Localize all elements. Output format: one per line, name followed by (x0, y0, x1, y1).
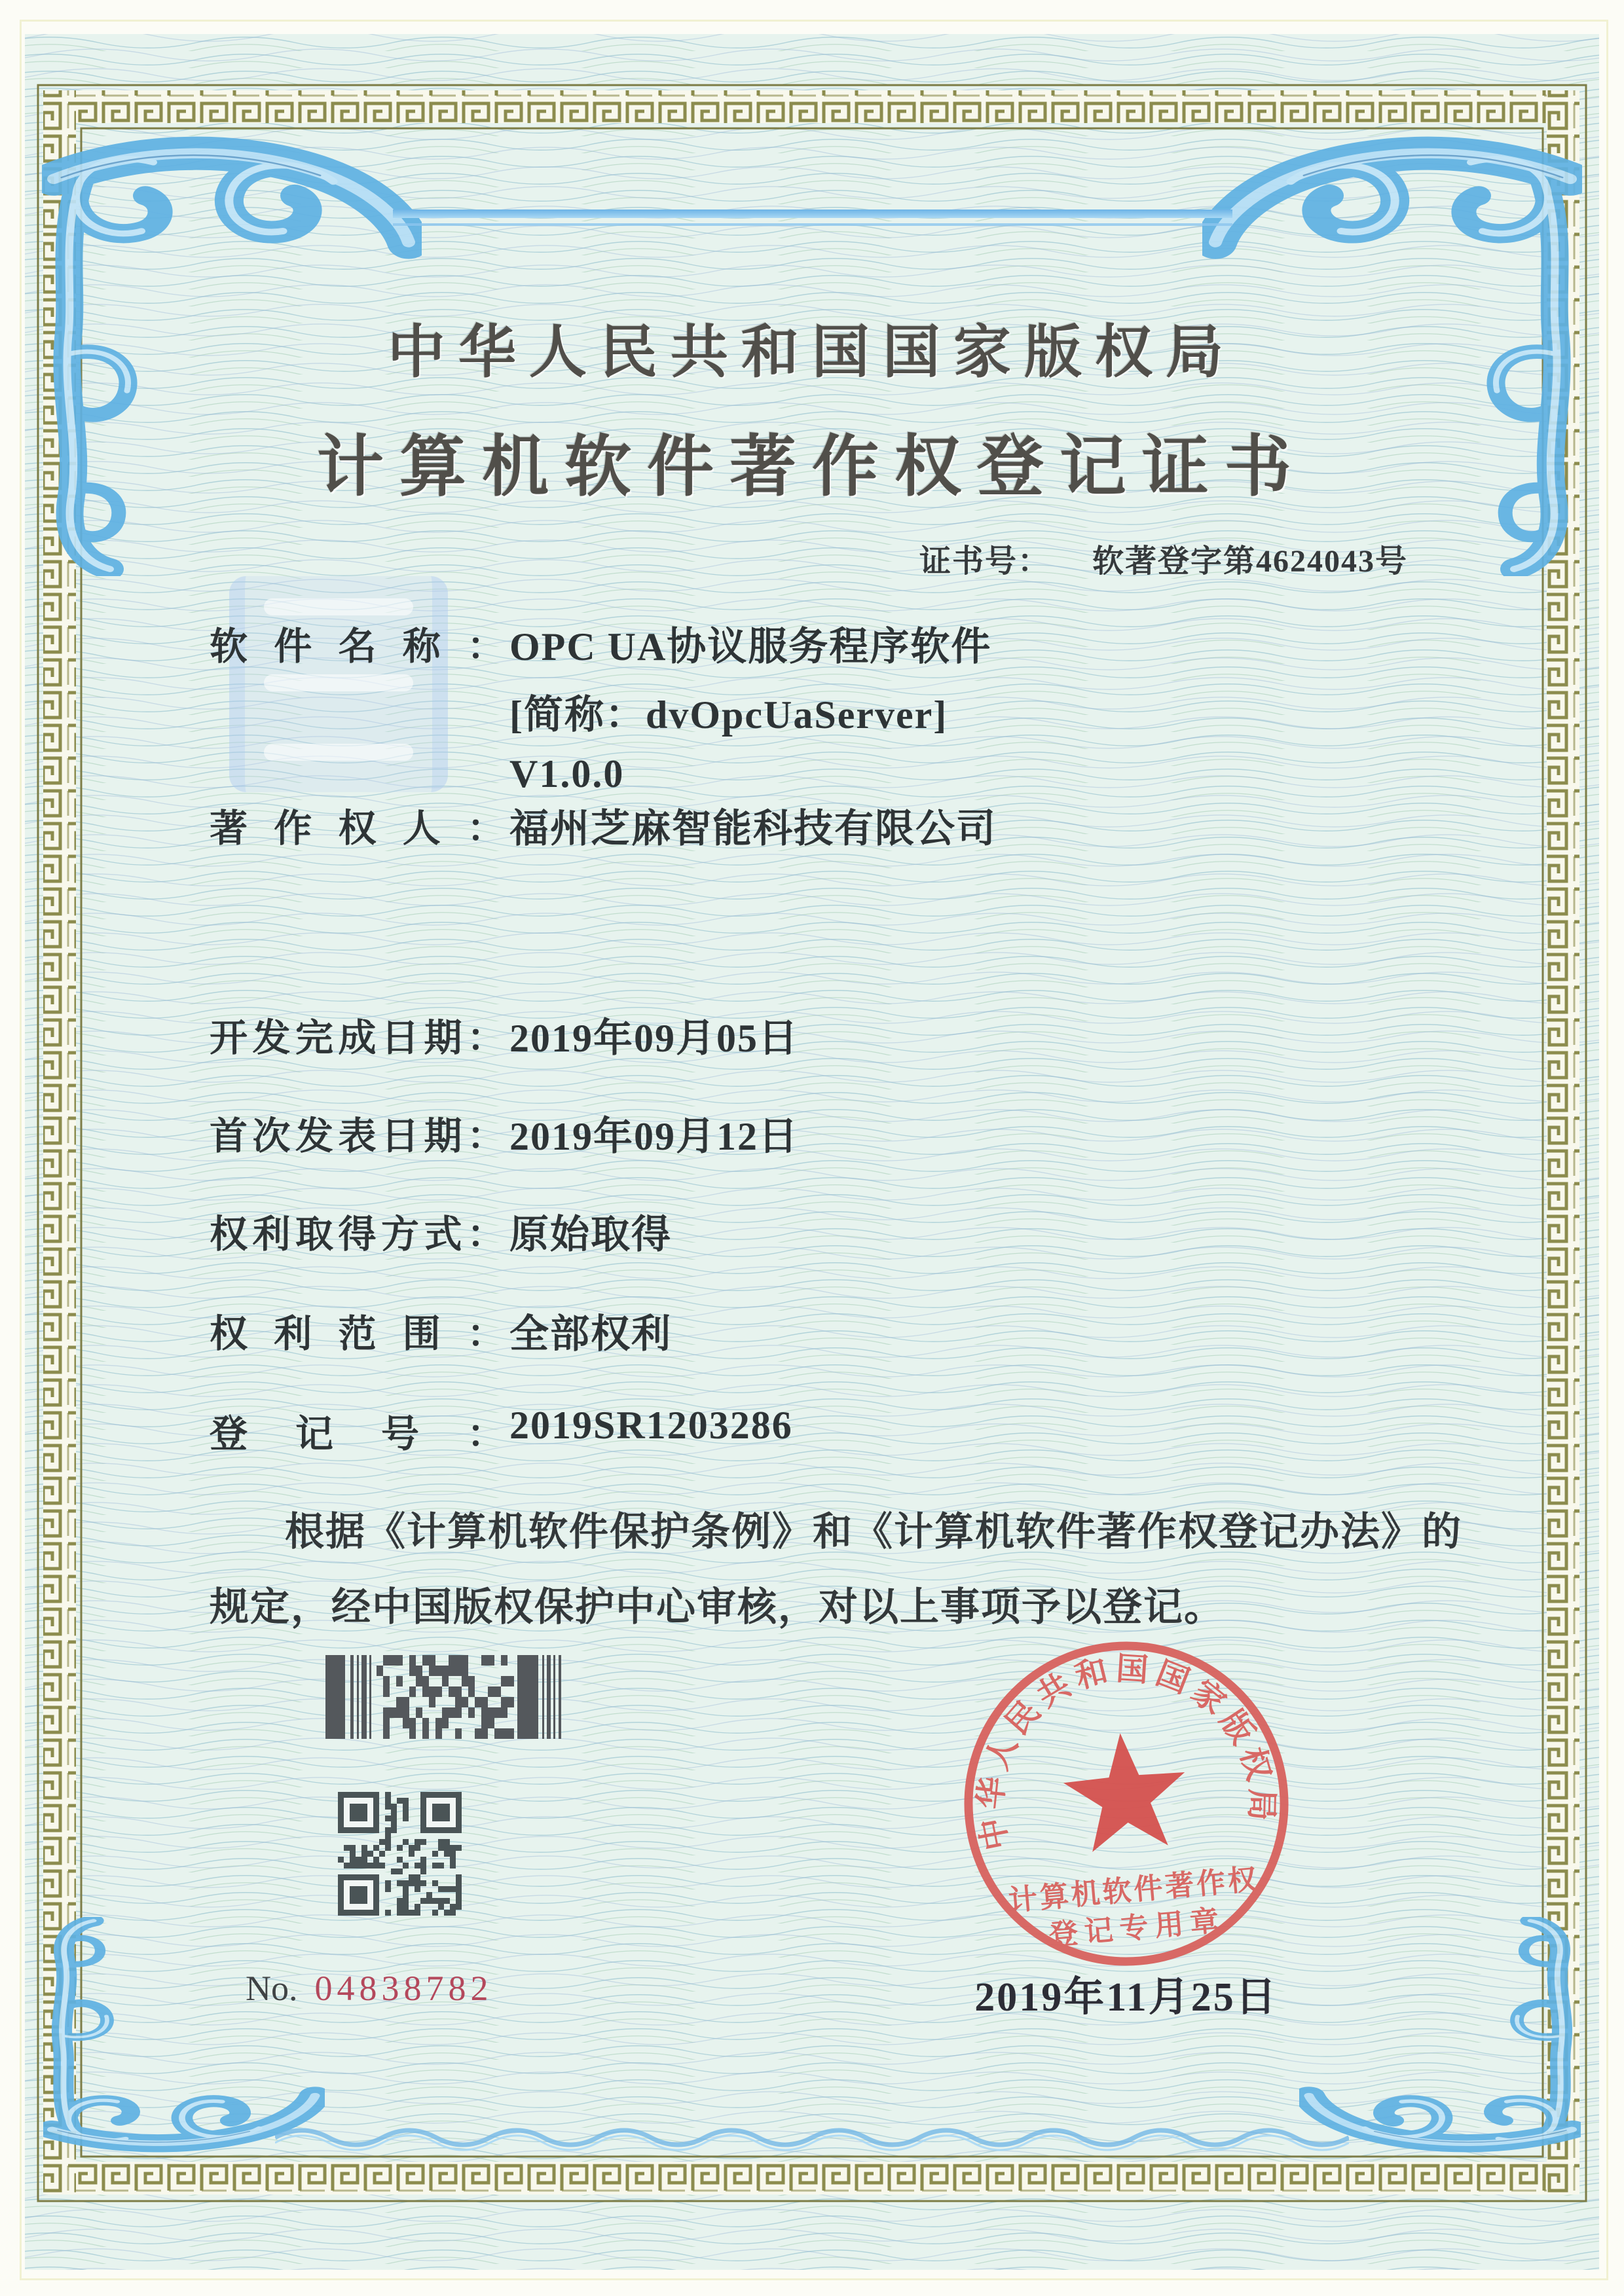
field-label: 权利范围： (210, 1313, 506, 1355)
field-value-version: V1.0.0 (509, 752, 625, 795)
field-row-software-name (210, 615, 1441, 672)
field-value: 2019年09月05日 (509, 1017, 799, 1060)
field-label: 权利取得方式： (210, 1213, 506, 1256)
statement-line-2: 规定，经中国版权保护中心审核，对以上事项予以登记。 (210, 1586, 1225, 1629)
top-blue-rule-thin (393, 223, 1232, 226)
field-label: 著作权人： (210, 807, 506, 850)
field-row-registration-no (210, 1403, 1441, 1458)
qr-code (338, 1792, 462, 1916)
field-value: 原始取得 (509, 1213, 672, 1256)
seal-ring-text: 中华人民共和国国家版权局 (972, 1650, 1280, 1853)
field-label: 开发完成日期： (210, 1017, 506, 1059)
statement-line-1: 根据《计算机软件保护条例》和《计算机软件著作权登记办法》的 (285, 1510, 1462, 1554)
field-label: 登记号： (210, 1413, 506, 1455)
field-value: 福州芝麻智能科技有限公司 (509, 807, 997, 850)
issuing-authority-title: 中华人民共和国国家版权局 (387, 321, 1236, 385)
serial-number: 04838782 (314, 1969, 493, 2008)
certificate-title: 计算机软件著作权登记证书 (317, 431, 1307, 505)
field-value-short-name: [简称：dvOpcUaServer] (509, 693, 948, 737)
certificate-number-value: 软著登字第4624043号 (1092, 544, 1408, 579)
seal-text-line-1: 计算机软件著作权 (1007, 1863, 1261, 1918)
stacked-2d-barcode (325, 1655, 563, 1739)
field-label: 软件名称： (210, 625, 506, 668)
field-value: 2019年09月12日 (509, 1115, 799, 1158)
serial-number-line (246, 1968, 493, 2009)
certificate-number-label: 证书号： (919, 544, 1050, 579)
certificate-number-line (919, 536, 1408, 581)
field-value: OPC UA协议服务程序软件 (509, 625, 992, 668)
field-row-right-acquisition (210, 1203, 1441, 1260)
official-red-seal (938, 1616, 1314, 1992)
field-row-dev-complete-date (210, 1007, 1441, 1063)
field-row-right-scope (210, 1303, 1441, 1359)
field-row-first-publish-date (210, 1105, 1441, 1161)
serial-prefix: No. (246, 1969, 298, 2008)
seal-text-line-2: 登记专用章 (1047, 1904, 1227, 1952)
top-blue-rule (393, 210, 1232, 218)
seal-star-icon (1060, 1728, 1191, 1854)
field-label: 首次发表日期： (210, 1115, 506, 1157)
bottom-wave-rule (275, 2118, 1349, 2157)
field-row-copyright-owner (210, 797, 1441, 854)
field-value: 全部权利 (509, 1313, 672, 1356)
issue-date: 2019年11月25日 (974, 1975, 1278, 2020)
field-value: 2019SR1203286 (509, 1404, 793, 1447)
